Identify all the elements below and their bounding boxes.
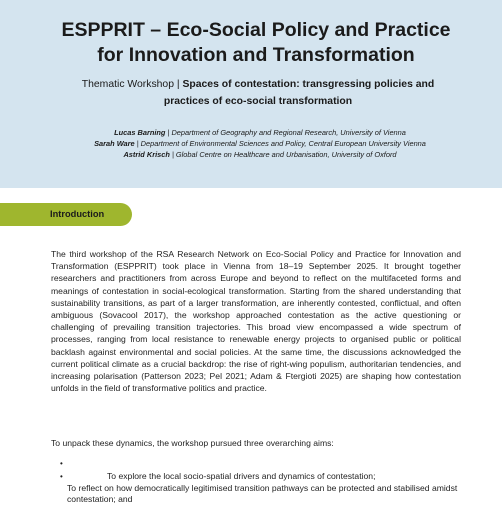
title-line-1: ESPPRIT – Eco-Social Policy and Practice: [61, 19, 451, 41]
author-affiliation: | Department of Geography and Regional Research, University of Vienna: [165, 128, 406, 137]
section-heading: Introduction: [50, 209, 105, 219]
author-name: Lucas Barning: [114, 128, 166, 137]
workshop-subtitle: [58, 76, 458, 110]
author-list: [40, 127, 480, 160]
author-affiliation: | Global Centre on Healthcare and Urbanisation, University of Oxford: [169, 150, 397, 159]
author-name: Astrid Krisch: [123, 150, 170, 159]
aims-intro: To unpack these dynamics, the workshop pursued three overarching aims:: [51, 438, 334, 448]
title-line-2: for Innovation and Transformation: [97, 44, 415, 66]
workshop-title-line-1: Spaces of contestation: transgressing policies and: [182, 79, 435, 90]
author-line: [40, 149, 480, 160]
bullet-marker: •: [60, 459, 63, 468]
page-title: [36, 18, 476, 68]
intro-paragraph: The third workshop of the RSA Research Network on Eco-Social Policy and Practice for Innovation and Transformation (ESPPRIT) took place in Vienna from 18–19 September 2025. It brought together researchers and practitioners from across Europe and beyond to reflect on the multifaceted forms and meanings of contestation in social-ecological transformation. Starting from the shared understanding that sustainability transitions, as part of a larger transformation, are inherently contested, conflictual, and often ambiguous (Sovacool 2017), the workshop approached contestation as the active questioning or challenging of prevailing transition trajectories. This broad view encompassed a wide spectrum of processes, ranging from local resistance to renewable energy projects to organised public or political backlash against environmental and social policies. At the same time, the discussions acknowledged the current political climate as a crucial backdrop: the rise of right-wing populism, authoritarian tendencies, and increasing polarisation (Patterson 2023; Pel 2021; Adam & Ftergioti 2025) are shaping how contestation unfolds in the field of transformative politics and practice.: [51, 249, 461, 394]
author-affiliation: | Department of Environmental Sciences and Policy, Central European University Vienna: [134, 139, 426, 148]
author-line: [40, 127, 480, 138]
aim-item: To explore the local socio-spatial drivers and dynamics of contestation;: [107, 471, 376, 481]
author-name: Sarah Ware: [94, 139, 135, 148]
aim-item: To reflect on how democratically legitimised transition pathways can be protected and stabilised amidst contestation; and: [67, 483, 458, 504]
bullet-marker: •: [60, 472, 63, 481]
workshop-title-line-2: practices of eco-social transformation: [163, 96, 353, 107]
author-line: [40, 138, 480, 149]
workshop-prefix: Thematic Workshop |: [81, 79, 183, 90]
